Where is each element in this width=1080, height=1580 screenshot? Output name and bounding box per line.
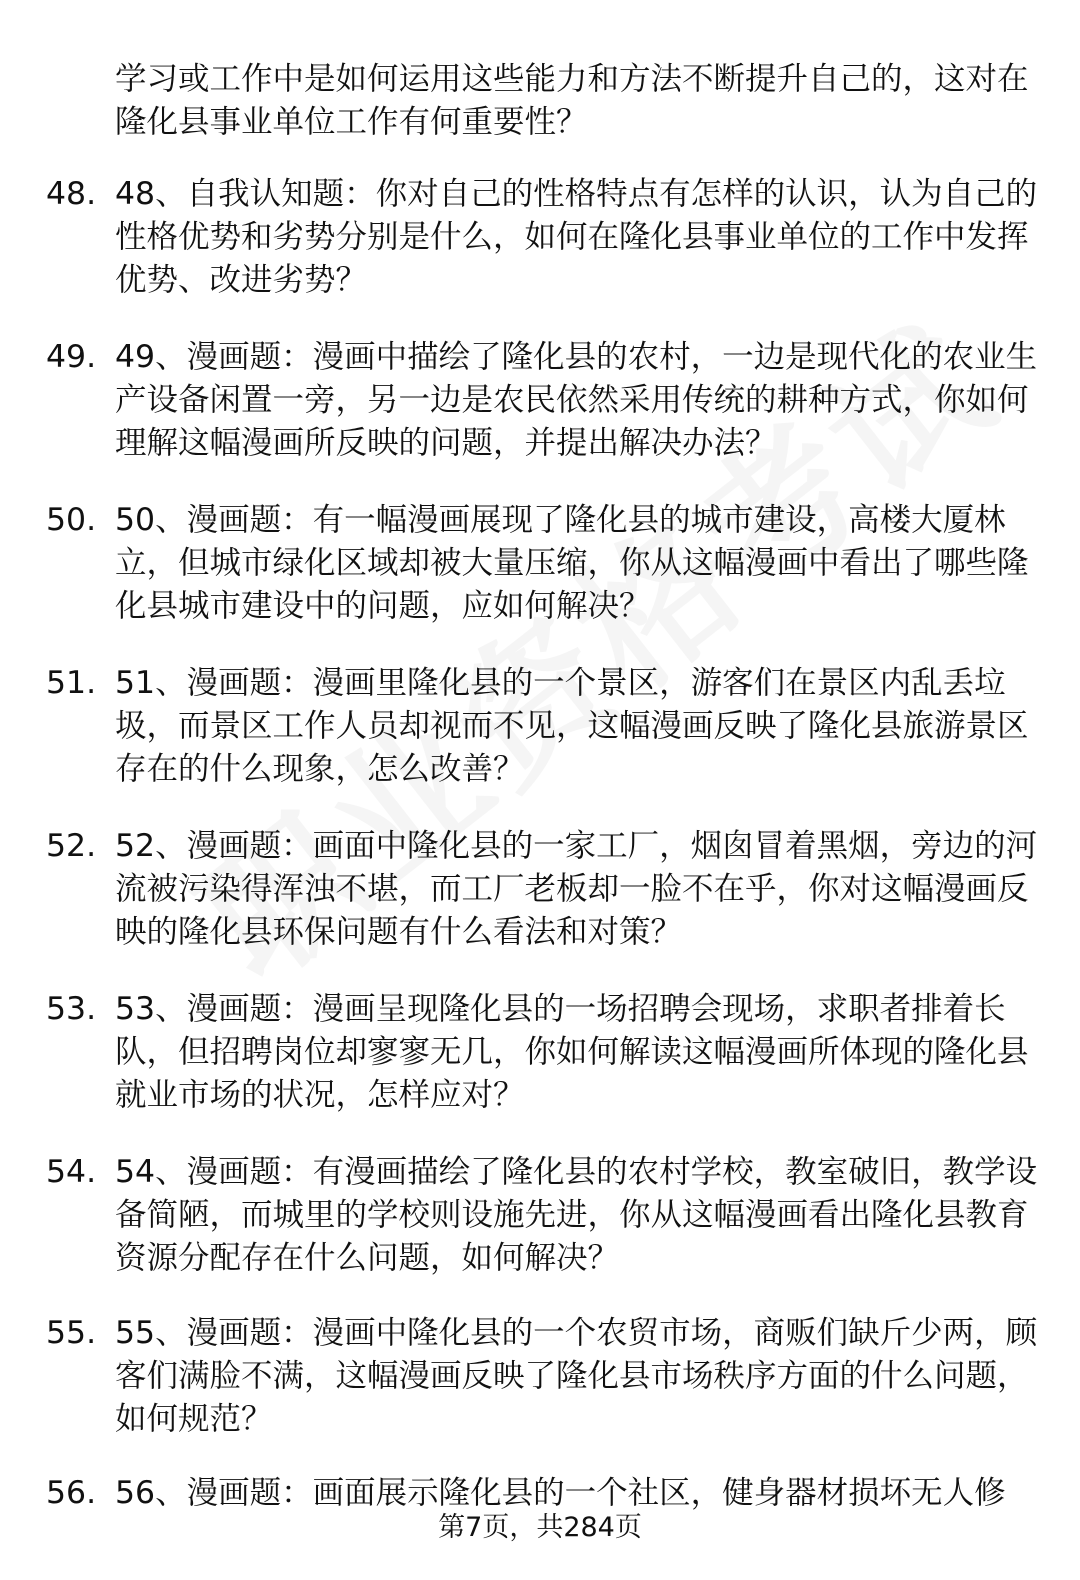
item-number: 48. — [46, 176, 97, 212]
item-number: 54. — [46, 1154, 97, 1190]
item-number: 53. — [46, 991, 97, 1027]
item-number: 49. — [46, 339, 97, 375]
item-text: 49、漫画题：漫画中描绘了隆化县的农村，一边是现代化的农业生产设备闲置一旁，另一边是农民依然采用传统的耕种方式，你如何理解这幅漫画所反映的问题，并提出解决办法？ — [115, 339, 1038, 461]
item-number: 52. — [46, 828, 97, 864]
item-text: 48、自我认知题：你对自己的性格特点有怎样的认识，认为自己的性格优势和劣势分别是什么，如何在隆化县事业单位的工作中发挥优势、改进劣势？ — [115, 176, 1038, 298]
item-text: 51、漫画题：漫画里隆化县的一个景区，游客们在景区内乱丢垃圾，而景区工作人员却视而不见，这幅漫画反映了隆化县旅游景区存在的什么现象，怎么改善？ — [115, 665, 1029, 787]
continuation-paragraph: 学习或工作中是如何运用这些能力和方法不断提升自己的，这对在隆化县事业单位工作有何重要性？ — [115, 61, 1029, 140]
item-number: 50. — [46, 502, 97, 538]
item-text: 50、漫画题：有一幅漫画展现了隆化县的城市建设，高楼大厦林立，但城市绿化区域却被大量压缩，你从这幅漫画中看出了哪些隆化县城市建设中的问题，应如何解决？ — [115, 502, 1029, 624]
page-footer: 第7页，共284页 — [438, 1512, 642, 1543]
item-number: 55. — [46, 1315, 97, 1351]
item-text: 54、漫画题：有漫画描绘了隆化县的农村学校，教室破旧，教学设备简陋，而城里的学校则设施先进，你从这幅漫画看出隆化县教育资源分配存在什么问题，如何解决？ — [115, 1154, 1038, 1276]
item-text: 56、漫画题：画面展示隆化县的一个社区，健身器材损坏无人修 — [115, 1475, 1006, 1511]
item-number: 56. — [46, 1475, 97, 1511]
item-number: 51. — [46, 665, 97, 701]
item-text: 55、漫画题：漫画中隆化县的一个农贸市场，商贩们缺斤少两，顾客们满脸不满，这幅漫画反映了隆化县市场秩序方面的什么问题，如何规范？ — [115, 1315, 1038, 1437]
item-text: 52、漫画题：画面中隆化县的一家工厂，烟囱冒着黑烟，旁边的河流被污染得浑浊不堪，而工厂老板却一脸不在乎，你对这幅漫画反映的隆化县环保问题有什么看法和对策？ — [115, 828, 1038, 950]
item-text: 53、漫画题：漫画呈现隆化县的一场招聘会现场，求职者排着长队，但招聘岗位却寥寥无几，你如何解读这幅漫画所体现的隆化县就业市场的状况，怎样应对？ — [115, 991, 1029, 1113]
